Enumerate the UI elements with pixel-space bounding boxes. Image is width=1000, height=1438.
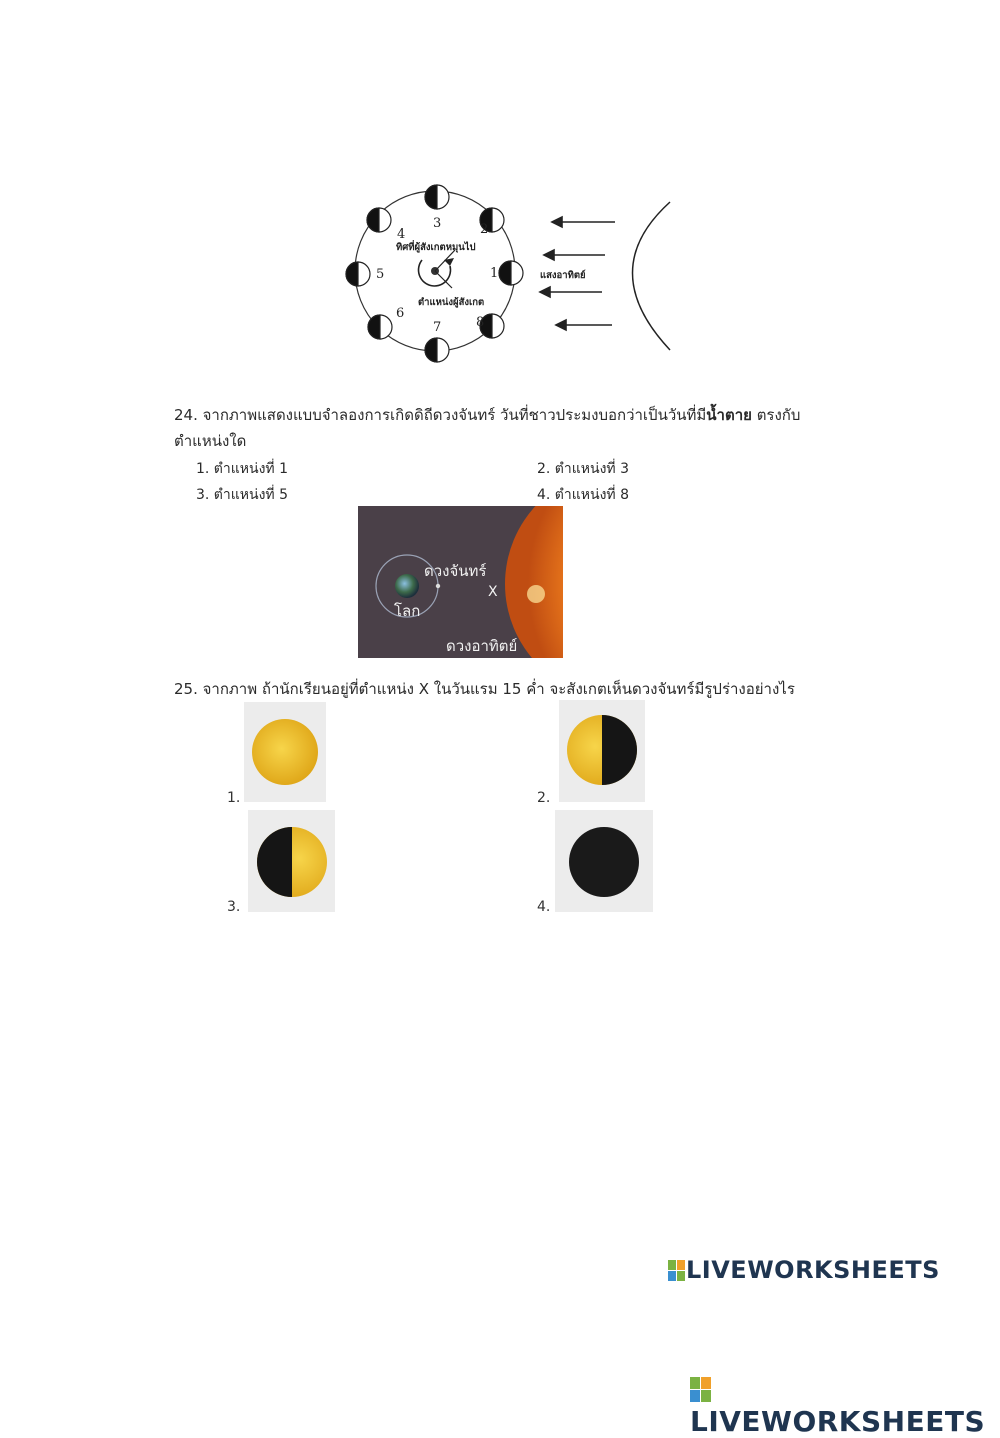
liveworksheets-logo-text: LIVEWORKSHEETS xyxy=(686,1256,940,1284)
observer-position-label: ตำแหน่งผู้สังเกต xyxy=(418,297,485,308)
observer-direction-label: ทิศที่ผู้สังเกตหมุนไป xyxy=(396,242,476,253)
pos-label-2: 2 xyxy=(480,222,489,237)
earth-label: โลก xyxy=(394,602,421,620)
pos-label-8: 8 xyxy=(476,315,485,330)
q25-text: 25. จากภาพ ถ้านักเรียนอยู่ที่ตำแหน่ง X ในวันแรม 15 ค่ำ จะสังเกตเห็นดวงจันทร์มีรูปร่างอย่างไร xyxy=(174,680,795,698)
x-position-label: X xyxy=(488,584,498,600)
q25-option-3-label: 3. xyxy=(227,899,241,915)
q25-option-3[interactable] xyxy=(248,810,335,912)
liveworksheets-logo-upper xyxy=(668,1256,940,1284)
q24-text-part2: ตรงกับ xyxy=(751,406,801,424)
pos-label-7: 7 xyxy=(433,320,442,335)
pos-label-3: 3 xyxy=(433,216,442,231)
pos-label-6: 6 xyxy=(396,306,405,321)
q24-text xyxy=(174,403,800,428)
q25-option-2-label: 2. xyxy=(537,790,551,806)
liveworksheets-logo-lower xyxy=(690,1372,1000,1438)
q24-option-4[interactable]: 4. ตำแหน่งที่ 8 xyxy=(537,487,630,503)
phase-3-icon xyxy=(425,185,449,209)
q25-option-4[interactable] xyxy=(555,810,653,912)
q24-text-bold: น้ำตาย xyxy=(706,406,752,424)
phase-5-icon xyxy=(346,262,370,286)
phase-1-icon xyxy=(499,261,523,285)
q24-option-2[interactable]: 2. ตำแหน่งที่ 3 xyxy=(537,461,630,477)
phase-7-icon xyxy=(425,338,449,362)
first-quarter-moon-icon xyxy=(248,810,335,912)
liveworksheets-logo-icon xyxy=(690,1377,711,1403)
pos-label-5: 5 xyxy=(376,267,385,282)
new-moon-icon xyxy=(555,810,653,912)
phase-4-icon xyxy=(367,208,391,232)
q25-option-4-label: 4. xyxy=(537,899,551,915)
pos-label-1: 1 xyxy=(490,266,499,281)
q24-option-3[interactable]: 3. ตำแหน่งที่ 5 xyxy=(196,487,289,503)
pos-label-4: 4 xyxy=(397,227,406,242)
sunlight-label: แสงอาทิตย์ xyxy=(540,270,586,281)
q24-option-1[interactable]: 1. ตำแหน่งที่ 1 xyxy=(196,461,289,477)
moon-phase-diagram xyxy=(340,180,680,370)
liveworksheets-logo-text: LIVEWORKSHEETS xyxy=(690,1405,986,1438)
last-quarter-moon-icon xyxy=(559,700,645,802)
q25-option-1[interactable] xyxy=(244,702,326,802)
liveworksheets-logo-icon xyxy=(668,1260,686,1282)
q24-text-part1: 24. จากภาพแสดงแบบจำลองการเกิดดิถีดวงจันทร์ วันที่ชาวประมงบอกว่าเป็นวันที่มี xyxy=(174,406,707,424)
moon-label: ดวงจันทร์ xyxy=(424,562,487,580)
q24-text-line2: ตำแหน่งใด xyxy=(174,432,247,450)
q25-option-1-label: 1. xyxy=(227,790,241,806)
earth-moon-sun-image xyxy=(358,506,563,658)
sun-label: ดวงอาทิตย์ xyxy=(446,637,518,655)
q25-option-2[interactable] xyxy=(559,700,645,802)
phase-6-icon xyxy=(368,315,392,339)
full-moon-icon xyxy=(244,702,326,802)
